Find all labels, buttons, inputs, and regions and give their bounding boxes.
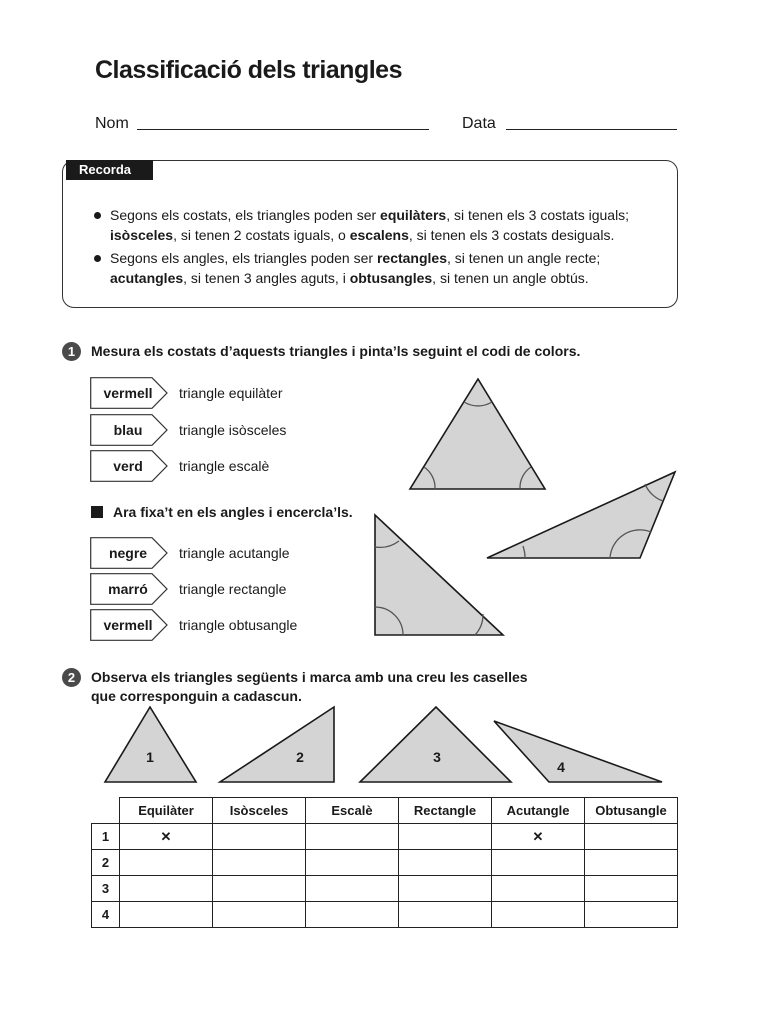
table-corner bbox=[92, 798, 120, 824]
page-title: Classificació dels triangles bbox=[95, 56, 402, 84]
numbered-triangle-1 bbox=[105, 707, 196, 782]
table-cell[interactable] bbox=[399, 824, 492, 850]
triangle-number: 2 bbox=[296, 749, 304, 765]
row-label: 4 bbox=[92, 902, 120, 928]
triangle-equilateral[interactable] bbox=[410, 379, 545, 489]
table-header: Equilàter bbox=[120, 798, 213, 824]
table-header: Rectangle bbox=[399, 798, 492, 824]
table-cell[interactable] bbox=[492, 850, 585, 876]
table-cell[interactable] bbox=[306, 902, 399, 928]
table-header: Isòsceles bbox=[213, 798, 306, 824]
triangle-number: 4 bbox=[557, 759, 565, 775]
table-cell[interactable] bbox=[120, 902, 213, 928]
side-code-label-2: triangle isòsceles bbox=[179, 422, 287, 438]
row-label: 1 bbox=[92, 824, 120, 850]
table-cell[interactable] bbox=[213, 902, 306, 928]
table-cell[interactable] bbox=[492, 902, 585, 928]
table-cell[interactable] bbox=[399, 876, 492, 902]
numbered-triangle-4 bbox=[494, 721, 662, 782]
color-tag-vermell-2: vermell bbox=[90, 609, 166, 641]
table-cell[interactable] bbox=[306, 876, 399, 902]
table-cell[interactable] bbox=[585, 824, 678, 850]
numbered-triangle-2 bbox=[220, 707, 334, 782]
exercise-1-subtext: Ara fixa’t en els angles i encercla’ls. bbox=[113, 504, 353, 520]
table-row bbox=[92, 850, 678, 876]
angle-code-label-2: triangle rectangle bbox=[179, 581, 287, 597]
table-cell[interactable]: ✕ bbox=[492, 824, 585, 850]
table-header: Obtusangle bbox=[585, 798, 678, 824]
exercise-2-number: 2 bbox=[62, 668, 81, 687]
recorda-tag: Recorda bbox=[66, 160, 153, 180]
date-label: Data bbox=[462, 115, 496, 132]
table-row bbox=[92, 824, 678, 850]
color-tag-vermell: vermell bbox=[90, 377, 166, 409]
triangle-number: 3 bbox=[433, 749, 441, 765]
recorda-bullet-text: Segons els angles, els triangles poden ser rectangles, si tenen un angle recte; acutangles, si tenen 3 angles aguts, i obtusangles, si tenen un angle obtús. bbox=[110, 250, 601, 286]
table-cell[interactable] bbox=[492, 876, 585, 902]
recorda-bullet-text: Segons els costats, els triangles poden ser equilàters, si tenen els 3 costats iguals; isòsceles, si tenen 2 costats iguals, o escalens, si tenen els 3 costats desiguals. bbox=[110, 207, 630, 243]
table-cell[interactable] bbox=[120, 876, 213, 902]
table-cell[interactable] bbox=[213, 876, 306, 902]
table-row bbox=[92, 876, 678, 902]
exercise-1-number: 1 bbox=[62, 342, 81, 361]
table-row bbox=[92, 902, 678, 928]
table-cell[interactable] bbox=[306, 850, 399, 876]
exercise-2-text-line2: que corresponguin a cadascun. bbox=[91, 688, 302, 704]
table-cell[interactable] bbox=[585, 902, 678, 928]
exercise-2-text-line1: Observa els triangles següents i marca amb una creu les caselles bbox=[91, 669, 528, 685]
table-cell[interactable] bbox=[213, 824, 306, 850]
angle-code-label-1: triangle acutangle bbox=[179, 545, 290, 561]
table-header-row bbox=[92, 798, 678, 824]
table-cell[interactable] bbox=[399, 902, 492, 928]
table-header: Acutangle bbox=[492, 798, 585, 824]
table-header: Escalè bbox=[306, 798, 399, 824]
exercise-2-triangles bbox=[0, 700, 768, 790]
triangle-right[interactable] bbox=[375, 515, 503, 635]
classification-table bbox=[91, 797, 678, 928]
table-cell[interactable] bbox=[120, 850, 213, 876]
side-code-label-3: triangle escalè bbox=[179, 458, 270, 474]
numbered-triangle-3 bbox=[360, 707, 511, 782]
table-cell[interactable] bbox=[399, 850, 492, 876]
side-code-label-1: triangle equilàter bbox=[179, 385, 283, 401]
triangle-number: 1 bbox=[146, 749, 154, 765]
table-cell[interactable] bbox=[306, 824, 399, 850]
table-cell[interactable] bbox=[585, 850, 678, 876]
row-label: 3 bbox=[92, 876, 120, 902]
table-cell[interactable] bbox=[585, 876, 678, 902]
color-tag-verd: verd bbox=[90, 450, 166, 482]
table-cell[interactable] bbox=[213, 850, 306, 876]
color-tag-negre: negre bbox=[90, 537, 166, 569]
color-tag-marro: marró bbox=[90, 573, 166, 605]
row-label: 2 bbox=[92, 850, 120, 876]
color-tag-blau: blau bbox=[90, 414, 166, 446]
name-label: Nom bbox=[95, 115, 129, 132]
table-cell[interactable]: ✕ bbox=[120, 824, 213, 850]
exercise-1-text: Mesura els costats d’aquests triangles i pinta’ls seguint el codi de colors. bbox=[91, 343, 581, 359]
angle-code-label-3: triangle obtusangle bbox=[179, 617, 298, 633]
